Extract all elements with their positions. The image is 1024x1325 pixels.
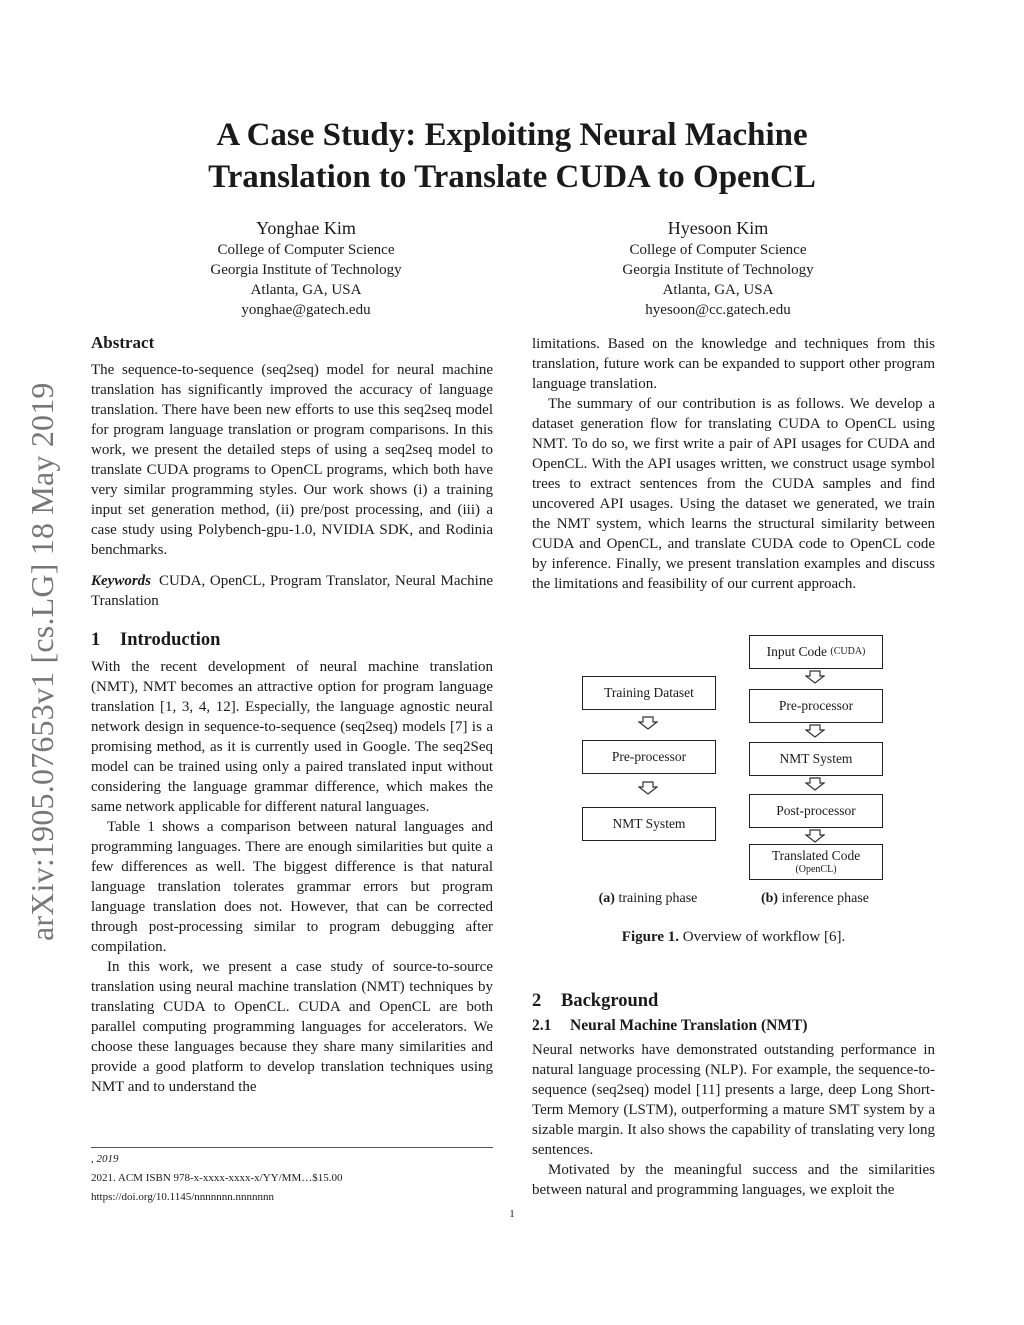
author-block-1 <box>156 216 456 320</box>
section-title: Introduction <box>120 630 221 650</box>
section-heading-introduction <box>91 628 493 652</box>
abstract-heading: Abstract <box>91 333 155 352</box>
arxiv-stamp: arXiv:1905.07653v1 [cs.LG] 18 May 2019 <box>24 382 60 941</box>
contribution-paragraph-2: The summary of our contribution is as follows. We develop a dataset generation flow for translating CUDA to OpenCL using NMT. To do so, we first write a pair of API usages for CUDA and OpenCL. With the API usages written, we construct usage symbol trees to extract sentences from the CUDA samples and find uncovered API usages. Using the dataset we generated, we train the NMT system, which learns the structural similarity between CUDA and OpenCL, and translate CUDA code to OpenCL code by inference. Finally, we present translation examples and discuss the limitations and feasibility of our current approach. <box>532 396 935 592</box>
title-line-2: Translation to Translate CUDA to OpenCL <box>208 159 816 195</box>
footnote-isbn: 2021. ACM ISBN 978-x-xxxx-xxxx-x/YY/MM…$15.00 <box>91 1172 343 1184</box>
subcaption-training: (a) training phase <box>598 891 698 906</box>
author-email[interactable]: yonghae@gatech.edu <box>241 302 371 318</box>
figure-caption: Figure 1. Overview of workflow [6]. <box>621 929 846 945</box>
background-section <box>532 989 935 1200</box>
translated-code-box: Translated Code (OpenCL) <box>749 844 883 880</box>
subsection-number: 2.1 <box>532 1017 552 1034</box>
intro-paragraph-3: In this work, we present a case study of source-to-source translation using neural machine translation (NMT) techniques by translating CUDA to OpenCL. CUDA and OpenCL are both parallel computing programming languages for accelerators. We choose these languages because they share many similarities and provide a good platform to develop translation techniques using NMT and to understand the <box>91 959 493 1095</box>
author-name: Hyesoon Kim <box>667 218 769 238</box>
paper-title <box>0 114 1024 198</box>
down-arrow-icon <box>638 716 658 730</box>
section-heading-background <box>532 989 935 1013</box>
page-number: 1 <box>509 1208 515 1220</box>
section-title: Background <box>561 991 659 1011</box>
down-arrow-icon <box>805 724 825 738</box>
footnote <box>91 1150 493 1207</box>
background-paragraph-1: Neural networks have demonstrated outstanding performance in natural language processing (NLP). For example, the sequence-to-sequence (seq2seq) model [11] presents a large, deep Long Short-Term Memory (LSTM), outperforming a mature SMT system by a sizable margin. It also shows the capability of translating very long sentences. <box>532 1042 935 1158</box>
keywords-label: Keywords <box>91 573 151 589</box>
subsection-heading-nmt <box>532 1016 935 1036</box>
footnote-rule <box>91 1147 493 1148</box>
author-location: Atlanta, GA, USA <box>250 282 362 298</box>
background-paragraph-2: Motivated by the meaningful success and the similarities between natural and programming languages, we exploit the <box>532 1162 935 1198</box>
intro-paragraph-1: With the recent development of neural machine translation (NMT), NMT becomes an attractive option for program language translation [1, 3, 4, 12]. Especially, the language agnostic neural network design in sequence-to-sequence (seq2seq) models [7] is a promising method, as it is currently used in Google. The seq2Seq model can be trained using only a paired translated input without considering the language grammar difference, which makes the same network applicable for different natural languages. <box>91 659 493 815</box>
keywords <box>91 571 493 611</box>
input-code-box: Input Code (CUDA) <box>749 635 883 669</box>
down-arrow-icon <box>805 829 825 843</box>
intro-paragraph-2: Table 1 shows a comparison between natural languages and programming languages. There are enough similarities but quite a few differences as well. The biggest difference is that natural language translation tolerates grammar errors but program language translation does not. However, that can be corrected through post-processing similar to program debugging after compilation. <box>91 819 493 955</box>
title-line-1: A Case Study: Exploiting Neural Machine <box>216 117 808 153</box>
abstract-text: The sequence-to-sequence (seq2seq) model for neural machine translation has significantly improved the accuracy of language translation. There have been new efforts to use this seq2seq model for program language translation or program comparisons. In this work, we present the detailed steps of using a seq2seq model to translate CUDA programs to OpenCL programs, which both have very similar programming styles. Our work shows (i) a training input set generation method, (ii) pre/post processing, and (iii) a case study using Polybench-gpu-1.0, NVIDIA SDK, and Rodinia benchmarks. <box>91 362 493 558</box>
contribution-paragraph-1: limitations. Based on the knowledge and techniques from this translation, future work can be expanded to support other program language translation. <box>532 336 935 392</box>
subcaption-inference: (b) inference phase <box>760 891 870 906</box>
down-arrow-icon <box>638 781 658 795</box>
left-column <box>91 331 493 1097</box>
author-location: Atlanta, GA, USA <box>662 282 774 298</box>
footnote-venue: , 2019 <box>91 1153 119 1165</box>
keywords-text: CUDA, OpenCL, Program Translator, Neural Machine Translation <box>91 573 493 609</box>
footnote-doi[interactable]: https://doi.org/10.1145/nnnnnnn.nnnnnnn <box>91 1191 275 1203</box>
inference-preprocessor-box: Pre-processor <box>749 689 883 723</box>
section-number: 1 <box>91 630 101 650</box>
down-arrow-icon <box>805 777 825 791</box>
down-arrow-icon <box>805 670 825 684</box>
figure-1 <box>532 630 935 960</box>
postprocessor-box: Post-processor <box>749 794 883 828</box>
inference-nmt-box: NMT System <box>749 742 883 776</box>
author-institution: Georgia Institute of Technology <box>622 262 814 278</box>
training-preprocessor-box: Pre-processor <box>582 740 716 774</box>
author-dept: College of Computer Science <box>217 242 395 258</box>
training-nmt-box: NMT System <box>582 807 716 841</box>
training-dataset-box: Training Dataset <box>582 676 716 710</box>
author-block-2 <box>568 216 868 320</box>
author-institution: Georgia Institute of Technology <box>210 262 402 278</box>
author-email[interactable]: hyesoon@cc.gatech.edu <box>645 302 791 318</box>
section-number: 2 <box>532 991 542 1011</box>
subsection-title: Neural Machine Translation (NMT) <box>570 1017 808 1034</box>
author-dept: College of Computer Science <box>629 242 807 258</box>
author-name: Yonghae Kim <box>256 218 356 238</box>
right-column-top <box>532 334 935 594</box>
